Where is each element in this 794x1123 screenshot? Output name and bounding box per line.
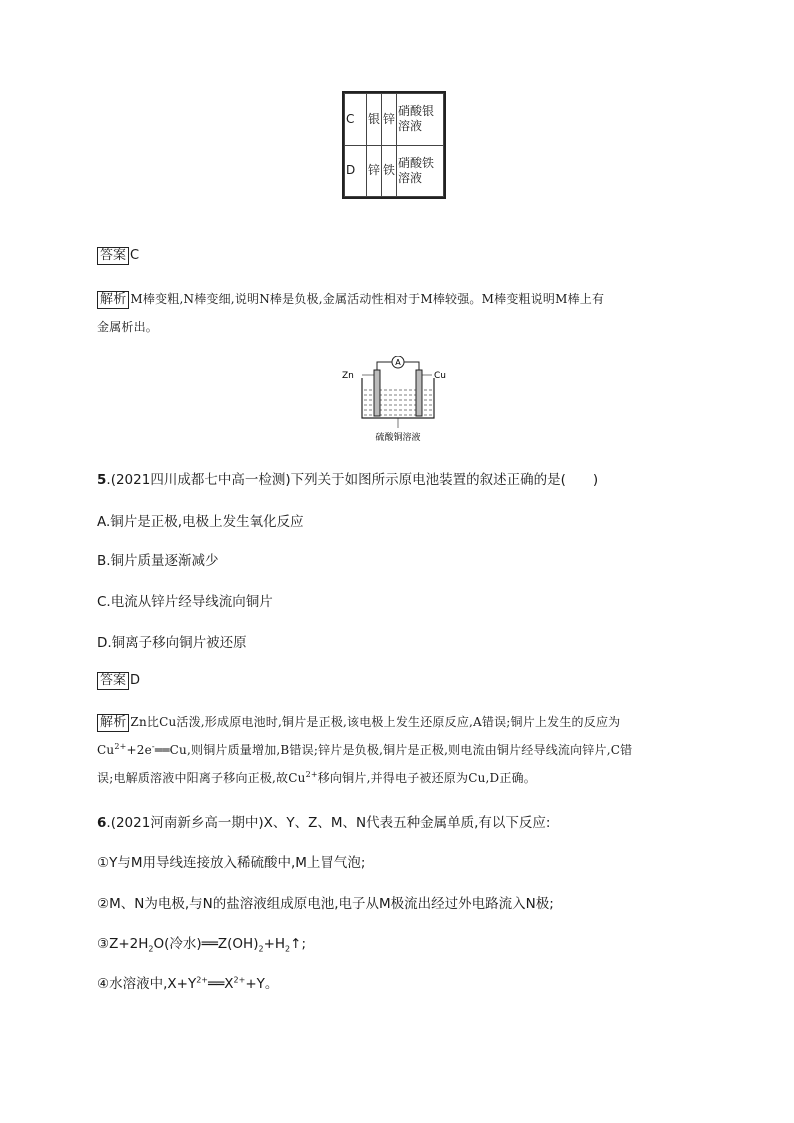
zinc-electrode <box>374 370 380 416</box>
table-cell: D <box>345 145 367 197</box>
answer-tag: 答案 <box>97 672 129 690</box>
q5-explanation-line3 <box>97 769 536 786</box>
table-cell: 硝酸铁溶液 <box>396 145 443 197</box>
question-number: 6 <box>97 815 107 831</box>
explanation-tag: 解析 <box>97 714 129 732</box>
galvanic-cell-diagram <box>340 356 454 446</box>
galvanic-cell-figure <box>340 356 454 446</box>
explanation-tag: 解析 <box>97 291 129 309</box>
q6-item3 <box>97 932 306 952</box>
superscript: 2+ <box>305 770 318 779</box>
q6-item4 <box>97 972 278 992</box>
text-run: Cu <box>97 743 115 757</box>
q4-answer <box>97 247 139 265</box>
question-text: .(2021四川成都七中高一检测)下列关于如图所示原电池装置的叙述正确的是( ) <box>106 472 599 488</box>
q4-explanation-line1 <box>97 290 604 309</box>
answer-tag: 答案 <box>97 247 129 265</box>
q5-explanation-line2 <box>97 741 632 758</box>
table-cell: C <box>345 94 367 146</box>
ammeter-label: A <box>395 358 401 367</box>
text-run: ④水溶液中,X+Y <box>97 976 197 992</box>
superscript: 2+ <box>196 975 208 985</box>
q6-stem <box>97 811 550 831</box>
text-run: ↑; <box>290 936 307 952</box>
q4-explanation-line2: 金属析出。 <box>97 320 159 334</box>
superscript: - <box>151 742 155 751</box>
q5-explanation-line1 <box>97 713 620 732</box>
table-row <box>345 145 444 197</box>
q5-answer <box>97 672 140 690</box>
answer-value: D <box>130 673 141 688</box>
table-cell: 银 <box>366 94 381 146</box>
q5-option-c[interactable]: C.电流从锌片经导线流向铜片 <box>97 594 273 610</box>
text-run: 误;电解质溶液中阳离子移向正极,故Cu <box>97 771 306 785</box>
table-cell: 硝酸银溶液 <box>396 94 443 146</box>
q5-option-d[interactable]: D.铜离子移向铜片被还原 <box>97 635 247 651</box>
text-run: O(冷水)══Z(OH) <box>153 936 259 952</box>
subscript: 2 <box>148 944 154 954</box>
question-number: 5 <box>97 472 107 488</box>
zinc-label: Zn <box>342 371 354 381</box>
q6-item1: ①Y与M用导线连接放入稀硫酸中,M上冒气泡; <box>97 855 366 871</box>
figure-caption: 硫酸铜溶液 <box>375 433 421 443</box>
text-run: 移向铜片,并得电子被还原为Cu,D正确。 <box>317 771 536 785</box>
table-cell: 铁 <box>381 145 396 197</box>
text-run: +2e <box>126 743 152 757</box>
text-run: +Y。 <box>245 976 279 992</box>
question-text: .(2021河南新乡高一期中)X、Y、Z、M、N代表五种金属单质,有以下反应: <box>106 815 551 831</box>
subscript: 2 <box>258 944 264 954</box>
answer-value: C <box>130 248 140 263</box>
superscript: 2+ <box>114 742 127 751</box>
copper-label: Cu <box>434 371 446 381</box>
subscript: 2 <box>285 944 291 954</box>
option-table <box>342 91 446 199</box>
explanation-text: M棒变粗,N棒变细,说明N棒是负极,金属活动性相对于M棒较强。M棒变粗说明M棒上有 <box>130 292 605 306</box>
copper-electrode <box>416 370 422 416</box>
text-run: ③Z+2H <box>97 936 149 952</box>
text-run: +H <box>263 936 286 952</box>
q5-stem <box>97 468 598 488</box>
table-cell: 锌 <box>366 145 381 197</box>
explanation-text: Zn比Cu活泼,形成原电池时,铜片是正极,该电极上发生还原反应,A错误;铜片上发生的反应为 <box>130 715 621 729</box>
text-run: ══X <box>208 976 234 992</box>
table-row <box>345 94 444 146</box>
table-cell: 锌 <box>381 94 396 146</box>
beaker <box>362 378 434 418</box>
text-run: ══Cu,则铜片质量增加,B错误;锌片是负极,铜片是正极,则电流由铜片经导线流向锌片,C错 <box>154 743 633 757</box>
q5-option-b[interactable]: B.铜片质量逐渐减少 <box>97 553 219 569</box>
q5-option-a[interactable]: A.铜片是正极,电极上发生氧化反应 <box>97 514 304 530</box>
superscript: 2+ <box>233 975 246 985</box>
q6-item2: ②M、N为电极,与N的盐溶液组成原电池,电子从M极流出经过外电路流入N极; <box>97 896 554 912</box>
